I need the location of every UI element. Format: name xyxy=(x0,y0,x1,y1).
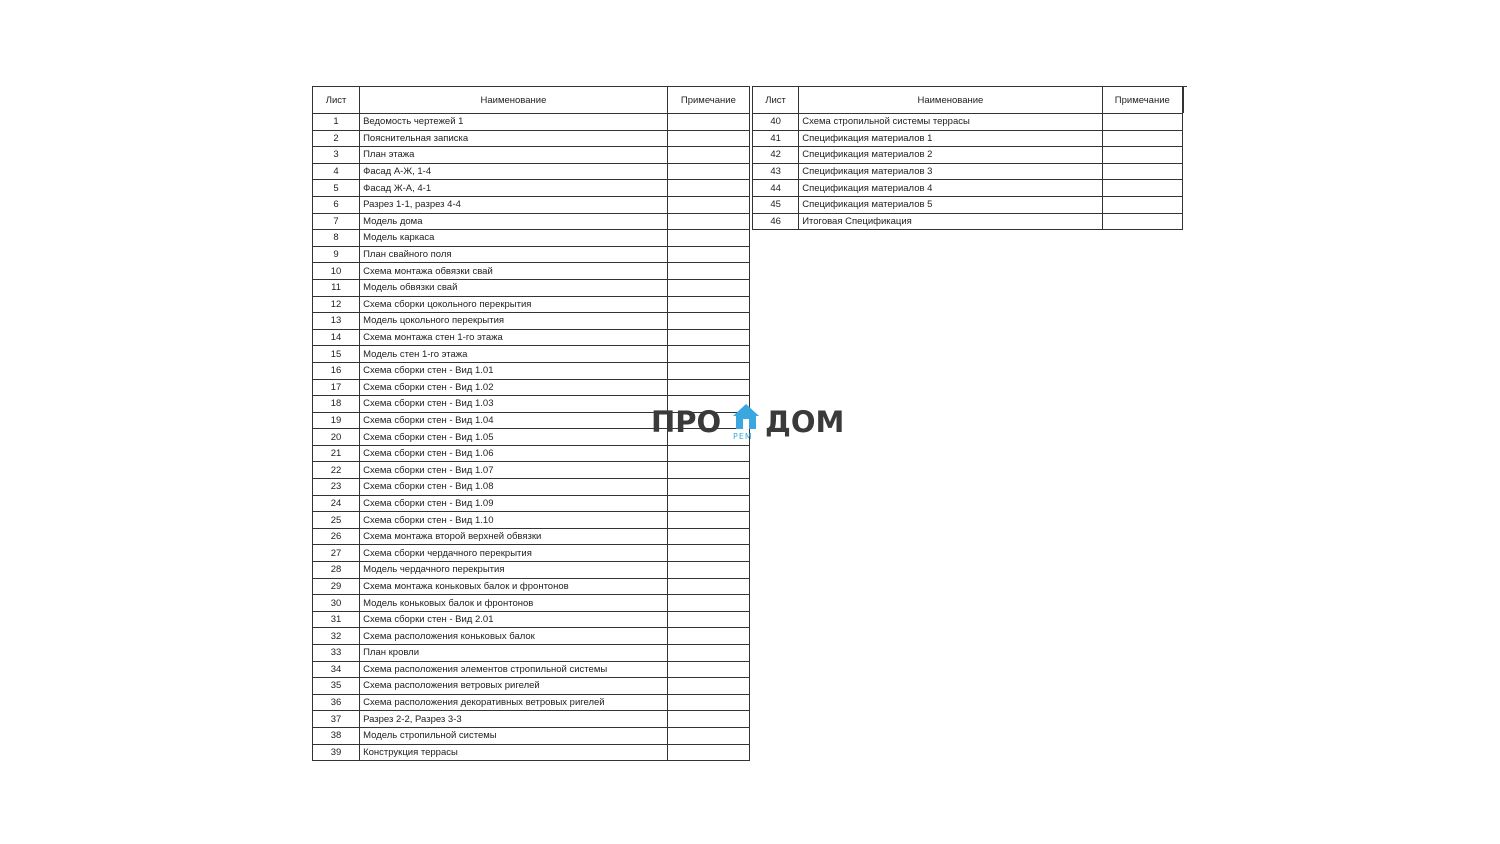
row-note xyxy=(667,130,749,147)
row-name: План этажа xyxy=(360,147,668,164)
row-name: Модель коньковых балок и фронтонов xyxy=(360,595,668,612)
row-sheet-number: 1 xyxy=(313,114,360,131)
row-note xyxy=(667,196,749,213)
row-note xyxy=(667,545,749,562)
row-name: Схема сборки стен - Вид 2.01 xyxy=(360,611,668,628)
table-row xyxy=(313,512,750,529)
row-name: Схема сборки стен - Вид 1.04 xyxy=(360,412,668,429)
row-sheet-number: 38 xyxy=(313,727,360,744)
table-row xyxy=(313,495,750,512)
row-sheet-number: 39 xyxy=(313,744,360,761)
table-body-right xyxy=(753,114,1183,230)
column-header-sheet: Лист xyxy=(313,87,360,114)
row-name: Итоговая Спецификация xyxy=(799,213,1102,230)
table-row xyxy=(753,196,1183,213)
row-name: Схема расположения элементов стропильной системы xyxy=(360,661,668,678)
row-note xyxy=(1102,180,1182,197)
table-row xyxy=(313,727,750,744)
table-row xyxy=(313,114,750,131)
column-header-name: Наименование xyxy=(799,87,1102,114)
row-note xyxy=(667,479,749,496)
row-note xyxy=(667,578,749,595)
row-name: Модель стен 1-го этажа xyxy=(360,346,668,363)
row-sheet-number: 44 xyxy=(753,180,799,197)
row-name: Фасад А-Ж, 1-4 xyxy=(360,163,668,180)
row-sheet-number: 27 xyxy=(313,545,360,562)
row-name: Спецификация материалов 5 xyxy=(799,196,1102,213)
table-row xyxy=(313,562,750,579)
row-name: Модель каркаса xyxy=(360,230,668,247)
table-row xyxy=(313,462,750,479)
column-header-name: Наименование xyxy=(360,87,668,114)
row-note xyxy=(667,213,749,230)
row-sheet-number: 20 xyxy=(313,429,360,446)
row-name: Схема стропильной системы террасы xyxy=(799,114,1102,131)
table-row xyxy=(313,661,750,678)
row-name: Модель чердачного перекрытия xyxy=(360,562,668,579)
row-sheet-number: 9 xyxy=(313,246,360,263)
row-sheet-number: 31 xyxy=(313,611,360,628)
row-name: Пояснительная записка xyxy=(360,130,668,147)
row-sheet-number: 36 xyxy=(313,694,360,711)
row-name: Модель обвязки свай xyxy=(360,279,668,296)
row-note xyxy=(1102,130,1182,147)
row-sheet-number: 12 xyxy=(313,296,360,313)
row-sheet-number: 35 xyxy=(313,678,360,695)
row-sheet-number: 10 xyxy=(313,263,360,280)
row-note xyxy=(667,495,749,512)
row-name: Схема монтажа коньковых балок и фронтонов xyxy=(360,578,668,595)
row-note xyxy=(667,661,749,678)
row-note xyxy=(667,180,749,197)
row-name: Схема сборки стен - Вид 1.07 xyxy=(360,462,668,479)
watermark-text-left: ПРО xyxy=(651,405,722,439)
table-row xyxy=(313,230,750,247)
table-row xyxy=(313,578,750,595)
table-header-row xyxy=(313,87,750,114)
row-note xyxy=(667,230,749,247)
row-sheet-number: 43 xyxy=(753,163,799,180)
row-sheet-number: 23 xyxy=(313,479,360,496)
table-row xyxy=(313,130,750,147)
row-name: Спецификация материалов 4 xyxy=(799,180,1102,197)
row-sheet-number: 4 xyxy=(313,163,360,180)
row-note xyxy=(667,313,749,330)
row-name: Разрез 2-2, Разрез 3-3 xyxy=(360,711,668,728)
row-name: Схема сборки стен - Вид 1.03 xyxy=(360,396,668,413)
row-sheet-number: 22 xyxy=(313,462,360,479)
row-name: Схема монтажа второй верхней обвязки xyxy=(360,528,668,545)
row-sheet-number: 8 xyxy=(313,230,360,247)
row-note xyxy=(667,562,749,579)
row-name: Схема расположения коньковых балок xyxy=(360,628,668,645)
row-note xyxy=(667,346,749,363)
table-row xyxy=(313,147,750,164)
row-sheet-number: 24 xyxy=(313,495,360,512)
table-row xyxy=(313,196,750,213)
row-name: План кровли xyxy=(360,645,668,662)
row-sheet-number: 25 xyxy=(313,512,360,529)
row-note xyxy=(667,645,749,662)
row-note xyxy=(667,462,749,479)
row-note xyxy=(1102,196,1182,213)
row-name: Спецификация материалов 3 xyxy=(799,163,1102,180)
table-header-row xyxy=(753,87,1183,114)
row-sheet-number: 28 xyxy=(313,562,360,579)
table-row xyxy=(313,296,750,313)
row-note xyxy=(667,279,749,296)
row-note xyxy=(667,246,749,263)
row-note xyxy=(667,445,749,462)
row-name: Схема сборки стен - Вид 1.01 xyxy=(360,362,668,379)
row-name: Модель цокольного перекрытия xyxy=(360,313,668,330)
row-name: Схема сборки чердачного перекрытия xyxy=(360,545,668,562)
table-row xyxy=(313,346,750,363)
row-sheet-number: 3 xyxy=(313,147,360,164)
row-note xyxy=(667,114,749,131)
column-header-sheet: Лист xyxy=(753,87,799,114)
row-sheet-number: 46 xyxy=(753,213,799,230)
row-note xyxy=(667,163,749,180)
row-note xyxy=(667,296,749,313)
table-row xyxy=(313,163,750,180)
row-sheet-number: 15 xyxy=(313,346,360,363)
row-sheet-number: 41 xyxy=(753,130,799,147)
row-sheet-number: 5 xyxy=(313,180,360,197)
table-row xyxy=(313,744,750,761)
table-row xyxy=(313,313,750,330)
table-row xyxy=(753,114,1183,131)
row-note xyxy=(667,611,749,628)
row-sheet-number: 34 xyxy=(313,661,360,678)
row-sheet-number: 2 xyxy=(313,130,360,147)
watermark-logo xyxy=(651,402,851,442)
row-sheet-number: 14 xyxy=(313,329,360,346)
table-row xyxy=(313,379,750,396)
table-row xyxy=(753,180,1183,197)
row-name: Схема монтажа стен 1-го этажа xyxy=(360,329,668,346)
row-name: Ведомость чертежей 1 xyxy=(360,114,668,131)
table-row xyxy=(313,678,750,695)
row-sheet-number: 26 xyxy=(313,528,360,545)
row-note xyxy=(667,694,749,711)
row-note xyxy=(667,678,749,695)
table-row xyxy=(313,279,750,296)
row-sheet-number: 18 xyxy=(313,396,360,413)
drawings-table-right xyxy=(752,86,1183,230)
row-name: Спецификация материалов 1 xyxy=(799,130,1102,147)
row-note xyxy=(667,379,749,396)
row-note xyxy=(667,711,749,728)
table-row xyxy=(313,645,750,662)
row-name: Схема сборки стен - Вид 1.09 xyxy=(360,495,668,512)
row-sheet-number: 42 xyxy=(753,147,799,164)
row-note xyxy=(667,744,749,761)
row-sheet-number: 30 xyxy=(313,595,360,612)
row-note xyxy=(667,147,749,164)
row-sheet-number: 6 xyxy=(313,196,360,213)
table-row xyxy=(313,362,750,379)
row-sheet-number: 11 xyxy=(313,279,360,296)
table-row xyxy=(753,147,1183,164)
row-name: Схема сборки стен - Вид 1.08 xyxy=(360,479,668,496)
row-name: Схема расположения декоративных ветровых ригелей xyxy=(360,694,668,711)
row-name: Схема сборки стен - Вид 1.05 xyxy=(360,429,668,446)
row-note xyxy=(1102,213,1182,230)
row-name: План свайного поля xyxy=(360,246,668,263)
row-sheet-number: 21 xyxy=(313,445,360,462)
row-sheet-number: 45 xyxy=(753,196,799,213)
house-icon xyxy=(731,402,761,432)
row-sheet-number: 40 xyxy=(753,114,799,131)
row-note xyxy=(667,595,749,612)
table-row xyxy=(313,595,750,612)
row-note xyxy=(667,628,749,645)
table-row xyxy=(313,611,750,628)
table-edge-mark xyxy=(1183,86,1184,113)
row-note xyxy=(1102,147,1182,164)
row-sheet-number: 19 xyxy=(313,412,360,429)
watermark-subtext: РЕМ xyxy=(733,432,753,441)
row-sheet-number: 37 xyxy=(313,711,360,728)
row-note xyxy=(667,263,749,280)
row-name: Спецификация материалов 2 xyxy=(799,147,1102,164)
watermark-text-right: ДОМ xyxy=(765,405,845,439)
table-row xyxy=(313,528,750,545)
row-sheet-number: 13 xyxy=(313,313,360,330)
table-row xyxy=(753,163,1183,180)
row-note xyxy=(667,362,749,379)
row-sheet-number: 29 xyxy=(313,578,360,595)
table-row xyxy=(313,180,750,197)
table-row xyxy=(313,246,750,263)
row-sheet-number: 17 xyxy=(313,379,360,396)
table-row xyxy=(313,329,750,346)
row-note xyxy=(667,512,749,529)
table-row xyxy=(313,445,750,462)
column-header-note: Примечание xyxy=(1102,87,1182,114)
row-sheet-number: 32 xyxy=(313,628,360,645)
table-row xyxy=(313,545,750,562)
table-row xyxy=(753,213,1183,230)
row-name: Схема сборки стен - Вид 1.06 xyxy=(360,445,668,462)
row-note xyxy=(667,329,749,346)
row-name: Схема сборки стен - Вид 1.02 xyxy=(360,379,668,396)
table-row xyxy=(753,130,1183,147)
row-note xyxy=(1102,114,1182,131)
row-name: Схема монтажа обвязки свай xyxy=(360,263,668,280)
table-row xyxy=(313,694,750,711)
row-note xyxy=(667,727,749,744)
row-name: Фасад Ж-А, 4-1 xyxy=(360,180,668,197)
row-sheet-number: 16 xyxy=(313,362,360,379)
row-name: Схема сборки стен - Вид 1.10 xyxy=(360,512,668,529)
column-header-note: Примечание xyxy=(667,87,749,114)
row-name: Схема сборки цокольного перекрытия xyxy=(360,296,668,313)
table-row xyxy=(313,479,750,496)
row-note xyxy=(1102,163,1182,180)
table-row xyxy=(313,628,750,645)
row-name: Модель дома xyxy=(360,213,668,230)
row-sheet-number: 33 xyxy=(313,645,360,662)
table-row xyxy=(313,711,750,728)
row-name: Схема расположения ветровых ригелей xyxy=(360,678,668,695)
row-name: Разрез 1-1, разрез 4-4 xyxy=(360,196,668,213)
row-name: Модель стропильной системы xyxy=(360,727,668,744)
row-name: Конструкция террасы xyxy=(360,744,668,761)
row-sheet-number: 7 xyxy=(313,213,360,230)
table-row xyxy=(313,213,750,230)
table-row xyxy=(313,263,750,280)
row-note xyxy=(667,528,749,545)
